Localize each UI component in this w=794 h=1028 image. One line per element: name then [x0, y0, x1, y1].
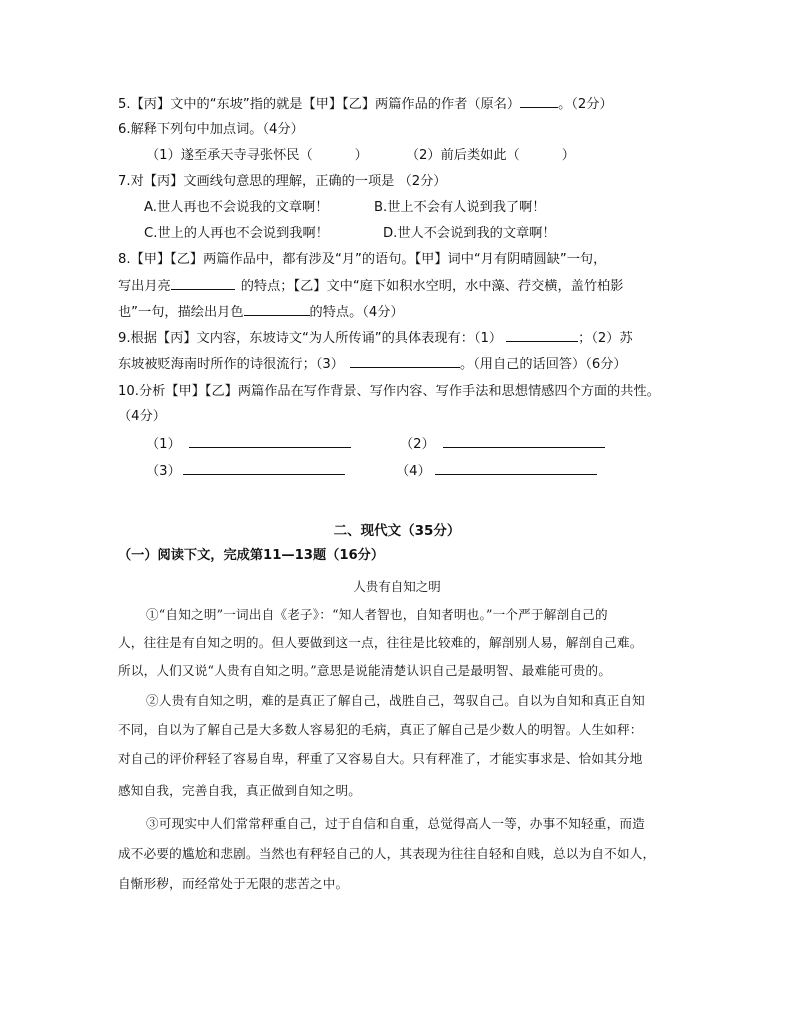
q10-label-1: （1）	[146, 437, 181, 452]
q10-answer-2	[400, 435, 605, 454]
q6-item1-close: ）	[354, 148, 368, 163]
q5-score: 。（2分）	[558, 97, 613, 112]
q10-label-2: （2）	[400, 437, 435, 452]
p1-line2: 人，往往是有自知之明的。但人要做到这一点，往往是比较难的，解剖别人易，解剖自己难。	[118, 635, 643, 650]
q9-line2-b: 。（用自己的话回答）（6分）	[459, 357, 627, 372]
q5-text: 5.【丙】文中的“东坡”指的就是【甲】【乙】两篇作品的作者（原名）	[118, 97, 521, 112]
q10-answer-3	[146, 462, 345, 481]
q6-item1: （1）遂至承天寺寻张怀民（	[146, 148, 313, 163]
q7-option-b[interactable]: B.世上不会有人说到我了啊！	[374, 200, 546, 215]
question-9-line1	[118, 329, 633, 348]
q10-answer-4	[396, 462, 597, 481]
question-7: 7.对【丙】文画线句意思的理解，正确的一项是 （2分）	[118, 174, 447, 189]
q9-blank-1[interactable]	[506, 329, 578, 342]
question-8-line2	[118, 277, 623, 296]
q7-option-c[interactable]: C.世上的人再也不会说到我啊！	[144, 226, 329, 241]
q9-blank-2[interactable]	[350, 355, 460, 368]
question-10-line1: 10.分析【甲】【乙】两篇作品在写作背景、写作内容、写作手法和思想情感四个方面的共性。	[118, 384, 660, 399]
q9-line1-a: 9.根据【丙】文内容，东坡诗文“为人所传诵”的具体表现有：（1）	[118, 331, 503, 346]
q7-option-d[interactable]: D.世人不会说到我的文章啊！	[383, 226, 556, 241]
q10-blank-2[interactable]	[443, 435, 605, 448]
q8-line3-b: 的特点。（4分）	[309, 305, 404, 320]
q10-blank-1[interactable]	[189, 435, 351, 448]
section-title: 二、现代文（35分）	[333, 523, 461, 539]
question-8-line3	[118, 303, 404, 322]
section-subtitle: （一）阅读下文，完成第11—13题（16分）	[118, 548, 385, 563]
q10-blank-4[interactable]	[435, 462, 597, 475]
p1-line3: 所以，人们又说“人贵有自知之明。”意思是说能清楚认识自己是最明智、最难能可贵的。	[118, 663, 612, 678]
article-title: 人贵有自知之明	[353, 579, 441, 594]
q10-label-3: （3）	[146, 464, 181, 479]
q9-line1-b: ；（2）苏	[578, 331, 633, 346]
question-6-items	[146, 147, 575, 165]
q10-blank-3[interactable]	[183, 462, 345, 475]
q6-item2-close: ）	[561, 148, 575, 163]
p3-line1: ③可现实中人们常常秤重自己，过于自信和自重，总觉得高人一等，办事不知轻重，而造	[146, 816, 645, 831]
p2-line1: ②人贵有自知之明，难的是真正了解自己，战胜自己，驾驭自己。自以为自知和真正自知	[146, 693, 645, 708]
q7-option-a[interactable]: A.世人再也不会说我的文章啊！	[144, 200, 329, 215]
q8-blank-1[interactable]	[171, 277, 235, 290]
q8-blank-2[interactable]	[244, 303, 310, 316]
p2-line3: 对自己的评价秤轻了容易自卑，秤重了又容易自大。只有秤准了，才能实事求是、恰如其分地	[118, 751, 643, 766]
question-6: 6.解释下列句中加点词。（4分）	[118, 122, 304, 137]
q9-line2-a: 东坡被贬海南时所作的诗很流行；（3）	[118, 357, 344, 372]
p3-line2: 成不必要的尴尬和悲剧。当然也有秤轻自己的人，其表现为往往自轻和自贱，总以为自不如人，	[118, 846, 656, 861]
q8-line2-a: 写出月亮	[118, 279, 171, 294]
q10-answer-1	[146, 435, 351, 454]
p2-line4: 感知自我，完善自我，真正做到自知之明。	[118, 783, 362, 798]
question-9-line2	[118, 355, 627, 374]
question-10-line2: （4分）	[118, 409, 166, 424]
question-5	[118, 95, 613, 114]
q5-answer-blank[interactable]	[520, 95, 558, 108]
q6-item2: （2）前后类如此（	[405, 148, 520, 163]
question-8-line1: 8.【甲】【乙】两篇作品中，都有涉及“月”的语句。【甲】词中“月有阴晴圆缺”一句，	[118, 252, 607, 267]
q8-line3-a: 也”一句，描绘出月色	[118, 305, 244, 320]
p1-line1: ①“自知之明”一词出自《老子》：“知人者智也，自知者明也。”一个严于解剖自己的	[146, 607, 608, 622]
q8-line2-b: 的特点；【乙】文中“庭下如积水空明，水中藻、荇交横，盖竹柏影	[240, 279, 624, 294]
p3-line3: 自惭形秽，而经常处于无限的悲苦之中。	[118, 876, 349, 891]
p2-line2: 不同，自以为了解自己是大多数人容易犯的毛病，真正了解自己是少数人的明智。人生如秤：	[118, 722, 643, 737]
q10-label-4: （4）	[396, 464, 431, 479]
